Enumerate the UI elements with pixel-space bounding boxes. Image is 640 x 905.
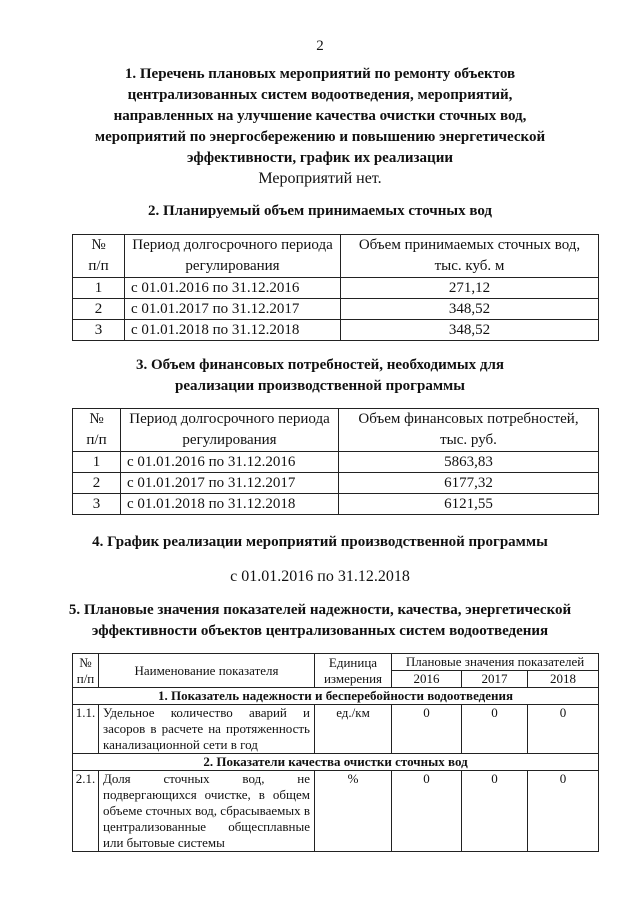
row-period: с 01.01.2018 по 31.12.2018 (125, 320, 341, 341)
row-num: 1 (73, 278, 125, 299)
table-row (73, 473, 599, 494)
header-year: 2016 (392, 671, 462, 688)
section1-title-line: мероприятий по энергосбережению и повышению энергетической (94, 129, 546, 145)
group-title: 2. Показатели качества очистки сточных вод (73, 754, 599, 771)
row-indicator-name: Доля сточных вод, не подвергающихся очистке, в общем объеме сточных вод, сбрасываемых в централизованные общесплавные или бытовые системы (99, 771, 315, 852)
section3-title-line: реализации производственной программы (175, 378, 465, 394)
row-num: 3 (73, 494, 121, 515)
group-header-row (73, 754, 599, 771)
table-row (73, 452, 599, 473)
section5-title-line: 5. Плановые значения показателей надежности, качества, энергетической (68, 602, 572, 618)
row-period: с 01.01.2017 по 31.12.2017 (121, 473, 339, 494)
section3-title (0, 355, 640, 397)
row-num: 1 (73, 452, 121, 473)
row-num: 2 (73, 299, 125, 320)
table-row (73, 320, 599, 341)
section5-title-line: эффективности объектов централизованных систем водоотведения (91, 623, 549, 639)
row-num: 2 (73, 473, 121, 494)
page-number: 2 (316, 38, 324, 54)
header-unit: Единица измерения (315, 654, 392, 688)
row-period: с 01.01.2017 по 31.12.2017 (125, 299, 341, 320)
section1-title-line: направленных на улучшение качества очистки сточных вод, (113, 108, 527, 124)
table-row (73, 494, 599, 515)
section5-title (0, 600, 640, 642)
row-value: 0 (528, 771, 599, 852)
header-period: Период долгосрочного периода регулирования (125, 235, 341, 278)
row-period: с 01.01.2018 по 31.12.2018 (121, 494, 339, 515)
row-value: 348,52 (341, 320, 599, 341)
section1-title-line: 1. Перечень плановых мероприятий по ремонту объектов (124, 66, 516, 82)
row-value: 6177,32 (339, 473, 599, 494)
header-num: № п/п (73, 409, 121, 452)
section1-title-line: централизованных систем водоотведения, мероприятий, (127, 87, 513, 103)
row-value: 5863,83 (339, 452, 599, 473)
row-indicator-name: Удельное количество аварий и засоров в расчете на протяженность канализационной сети в год (99, 705, 315, 754)
table-header-row (73, 654, 599, 671)
section2-title: 2. Планируемый объем принимаемых сточных вод (147, 203, 493, 219)
section1-title (0, 64, 640, 169)
header-planned: Плановые значения показателей (392, 654, 599, 671)
row-value: 0 (528, 705, 599, 754)
header-year: 2017 (462, 671, 528, 688)
row-unit: % (315, 771, 392, 852)
section1-title-line: эффективности, график их реализации (187, 150, 453, 166)
row-value: 0 (462, 771, 528, 852)
table-row (73, 299, 599, 320)
header-volume: Объем финансовых потребностей, тыс. руб. (339, 409, 599, 452)
row-value: 6121,55 (339, 494, 599, 515)
section4-title: 4. График реализации мероприятий производственной программы (92, 534, 548, 550)
row-value: 271,12 (341, 278, 599, 299)
row-num: 1.1. (73, 705, 99, 754)
section3-title-line: 3. Объем финансовых потребностей, необходимых для (135, 357, 505, 373)
header-name: Наименование показателя (99, 654, 315, 688)
row-value: 0 (392, 705, 462, 754)
header-volume: Объем принимаемых сточных вод, тыс. куб. м (341, 235, 599, 278)
row-period: с 01.01.2016 по 31.12.2016 (121, 452, 339, 473)
table-header-row (73, 235, 599, 278)
row-value: 0 (392, 771, 462, 852)
header-year: 2018 (528, 671, 599, 688)
section3-table (72, 408, 599, 515)
row-num: 3 (73, 320, 125, 341)
section1-note: Мероприятий нет. (258, 170, 382, 187)
table-row (73, 771, 599, 852)
group-header-row (73, 688, 599, 705)
row-period: с 01.01.2016 по 31.12.2016 (125, 278, 341, 299)
header-num: № п/п (73, 235, 125, 278)
header-num: № п/п (73, 654, 99, 688)
header-period: Период долгосрочного периода регулирования (121, 409, 339, 452)
section5-table (72, 653, 599, 852)
row-value: 0 (462, 705, 528, 754)
row-value: 348,52 (341, 299, 599, 320)
table-row (73, 705, 599, 754)
section2-table (72, 234, 599, 341)
table-header-row (73, 409, 599, 452)
section4-period: с 01.01.2016 по 31.12.2018 (230, 568, 410, 585)
row-num: 2.1. (73, 771, 99, 852)
table-row (73, 278, 599, 299)
group-title: 1. Показатель надежности и бесперебойности водоотведения (73, 688, 599, 705)
row-unit: ед./км (315, 705, 392, 754)
